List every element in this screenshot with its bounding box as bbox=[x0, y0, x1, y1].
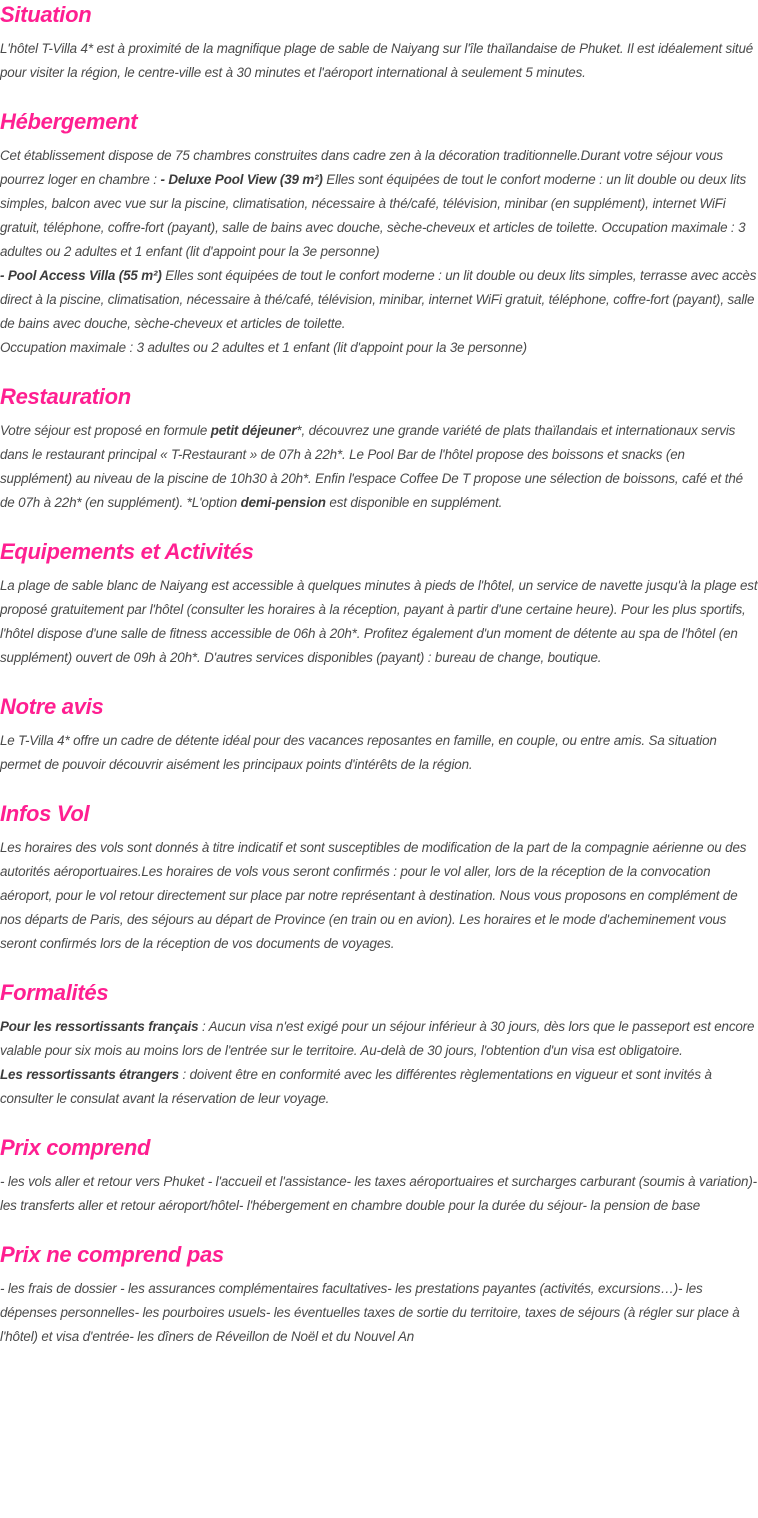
paragraph: - les frais de dossier - les assurances complémentaires facultatives- les prestations payantes (activités, excursions…)- les dépenses personnelles- les pourboires usuels- les éventuelles taxes de sortie du territoire, taxes de séjours (à régler sur place à l'hôtel) et visa d'entrée- les dîners de Réveillon de Noël et du Nouvel An bbox=[0, 1281, 740, 1344]
paragraph: Le T-Villa 4* offre un cadre de détente idéal pour des vacances reposantes en famille, en couple, ou entre amis. Sa situation permet de pouvoir découvrir aisément les principaux points d'intérêts de la région. bbox=[0, 733, 717, 772]
section-title: Equipements et Activités bbox=[0, 539, 254, 564]
section-body bbox=[0, 1170, 758, 1218]
section-title: Prix comprend bbox=[0, 1135, 151, 1160]
section-notre-avis bbox=[0, 692, 758, 777]
section-body bbox=[0, 1015, 758, 1111]
audience-label: Les ressortissants étrangers bbox=[0, 1067, 179, 1082]
section-restauration bbox=[0, 382, 758, 515]
section-prix-comprend bbox=[0, 1133, 758, 1218]
section-body bbox=[0, 1277, 758, 1349]
section-hebergement bbox=[0, 107, 758, 360]
section-infos-vol bbox=[0, 799, 758, 956]
paragraph: Pour les ressortissants français : Aucun visa n'est exigé pour un séjour inférieur à 30 jours, dès lors que le passeport est encore valable pour six mois au moins lors de l'entrée sur le territoire. Au-delà de 30 jours, l'obtention d'un visa est obligatoire. bbox=[0, 1019, 755, 1058]
section-title: Notre avis bbox=[0, 694, 104, 719]
section-body bbox=[0, 144, 758, 360]
room-type-name: - Pool Access Villa (55 m²) bbox=[0, 268, 162, 283]
section-title: Formalités bbox=[0, 980, 109, 1005]
section-body bbox=[0, 419, 758, 515]
section-title: Infos Vol bbox=[0, 801, 90, 826]
section-body bbox=[0, 836, 758, 956]
section-prix-ne-comprend-pas bbox=[0, 1240, 758, 1349]
paragraph: Votre séjour est proposé en formule petit déjeuner*, découvrez une grande variété de plats thaïlandais et internationaux servis dans le restaurant principal « T-Restaurant » de 07h à 22h*. Le Pool Bar de l'hôtel propose des boissons et snacks (en supplément) au niveau de la piscine de 10h30 à 20h*. Enfin l'espace Coffee De T propose une sélection de boissons, café et thé de 07h à 22h* (en supplément). *L'option demi-pension est disponible en supplément. bbox=[0, 423, 743, 510]
paragraph: Occupation maximale : 3 adultes ou 2 adultes et 1 enfant (lit d'appoint pour la 3e personne) bbox=[0, 340, 527, 355]
section-body bbox=[0, 37, 758, 85]
section-formalites bbox=[0, 978, 758, 1111]
section-title: Restauration bbox=[0, 384, 131, 409]
paragraph: - les vols aller et retour vers Phuket - l'accueil et l'assistance- les taxes aéroportuaires et surcharges carburant (soumis à variation)- les transferts aller et retour aéroport/hôtel- l'hébergement en chambre double pour la durée du séjour- la pension de base bbox=[0, 1174, 757, 1213]
audience-label: Pour les ressortissants français bbox=[0, 1019, 199, 1034]
section-situation bbox=[0, 0, 758, 85]
section-title: Prix ne comprend pas bbox=[0, 1242, 224, 1267]
section-body bbox=[0, 574, 758, 670]
section-title: Situation bbox=[0, 2, 92, 27]
meal-plan: petit déjeuner bbox=[210, 423, 297, 438]
paragraph: Les horaires des vols sont donnés à titre indicatif et sont susceptibles de modification de la part de la compagnie aérienne ou des autorités aéroportuaires.Les horaires de vols vous seront confirmés : pour le vol aller, lors de la réception de la convocation aéroport, pour le vol retour directement sur place par notre représentant à destination. Nous vous proposons en complément de nos départs de Paris, des séjours au départ de Province (en train ou en avion). Les horaires et le mode d'acheminement vous seront confirmés lors de la réception de vos documents de voyages. bbox=[0, 840, 747, 951]
section-title: Hébergement bbox=[0, 109, 138, 134]
paragraph: L'hôtel T-Villa 4* est à proximité de la magnifique plage de sable de Naiyang sur l'île thaïlandaise de Phuket. Il est idéalement situé pour visiter la région, le centre-ville est à 30 minutes et l'aéroport international à seulement 5 minutes. bbox=[0, 41, 754, 80]
section-equipements bbox=[0, 537, 758, 670]
paragraph: - Pool Access Villa (55 m²) Elles sont équipées de tout le confort moderne : un lit double ou deux lits simples, terrasse avec accès direct à la piscine, climatisation, nécessaire à thé/café, télévision, minibar, internet WiFi gratuit, téléphone, coffre-fort (payant), salle de bains avec douche, sèche-cheveux et articles de toilette. bbox=[0, 268, 757, 331]
meal-option: demi-pension bbox=[240, 495, 326, 510]
paragraph: Cet établissement dispose de 75 chambres construites dans cadre zen à la décoration traditionnelle.Durant votre séjour vous pourrez loger en chambre : - Deluxe Pool View (39 m²) Elles sont équipées de tout le confort moderne : un lit double ou deux lits simples, balcon avec vue sur la piscine, climatisation, nécessaire à thé/café, télévision, minibar (en supplément), internet WiFi gratuit, téléphone, coffre-fort (payant), salle de bains avec douche, sèche-cheveux et articles de toilette. Occupation maximale : 3 adultes ou 2 adultes et 1 enfant (lit d'appoint pour la 3e personne) bbox=[0, 148, 747, 259]
room-type-name: - Deluxe Pool View (39 m²) bbox=[160, 172, 323, 187]
paragraph: Les ressortissants étrangers : doivent être en conformité avec les différentes règlementations en vigueur et sont invités à consulter le consulat avant la réservation de leur voyage. bbox=[0, 1067, 712, 1106]
section-body bbox=[0, 729, 758, 777]
paragraph: La plage de sable blanc de Naiyang est accessible à quelques minutes à pieds de l'hôtel, un service de navette jusqu'à la plage est proposé gratuitement par l'hôtel (consulter les horaires à la réception, payant à partir d'une certaine heure). Pour les plus sportifs, l'hôtel dispose d'une salle de fitness accessible de 06h à 20h*. Profitez également d'un moment de détente au spa de l'hôtel (en supplément) ouvert de 09h à 20h*. D'autres services disponibles (payant) : bureau de change, boutique. bbox=[0, 578, 758, 665]
